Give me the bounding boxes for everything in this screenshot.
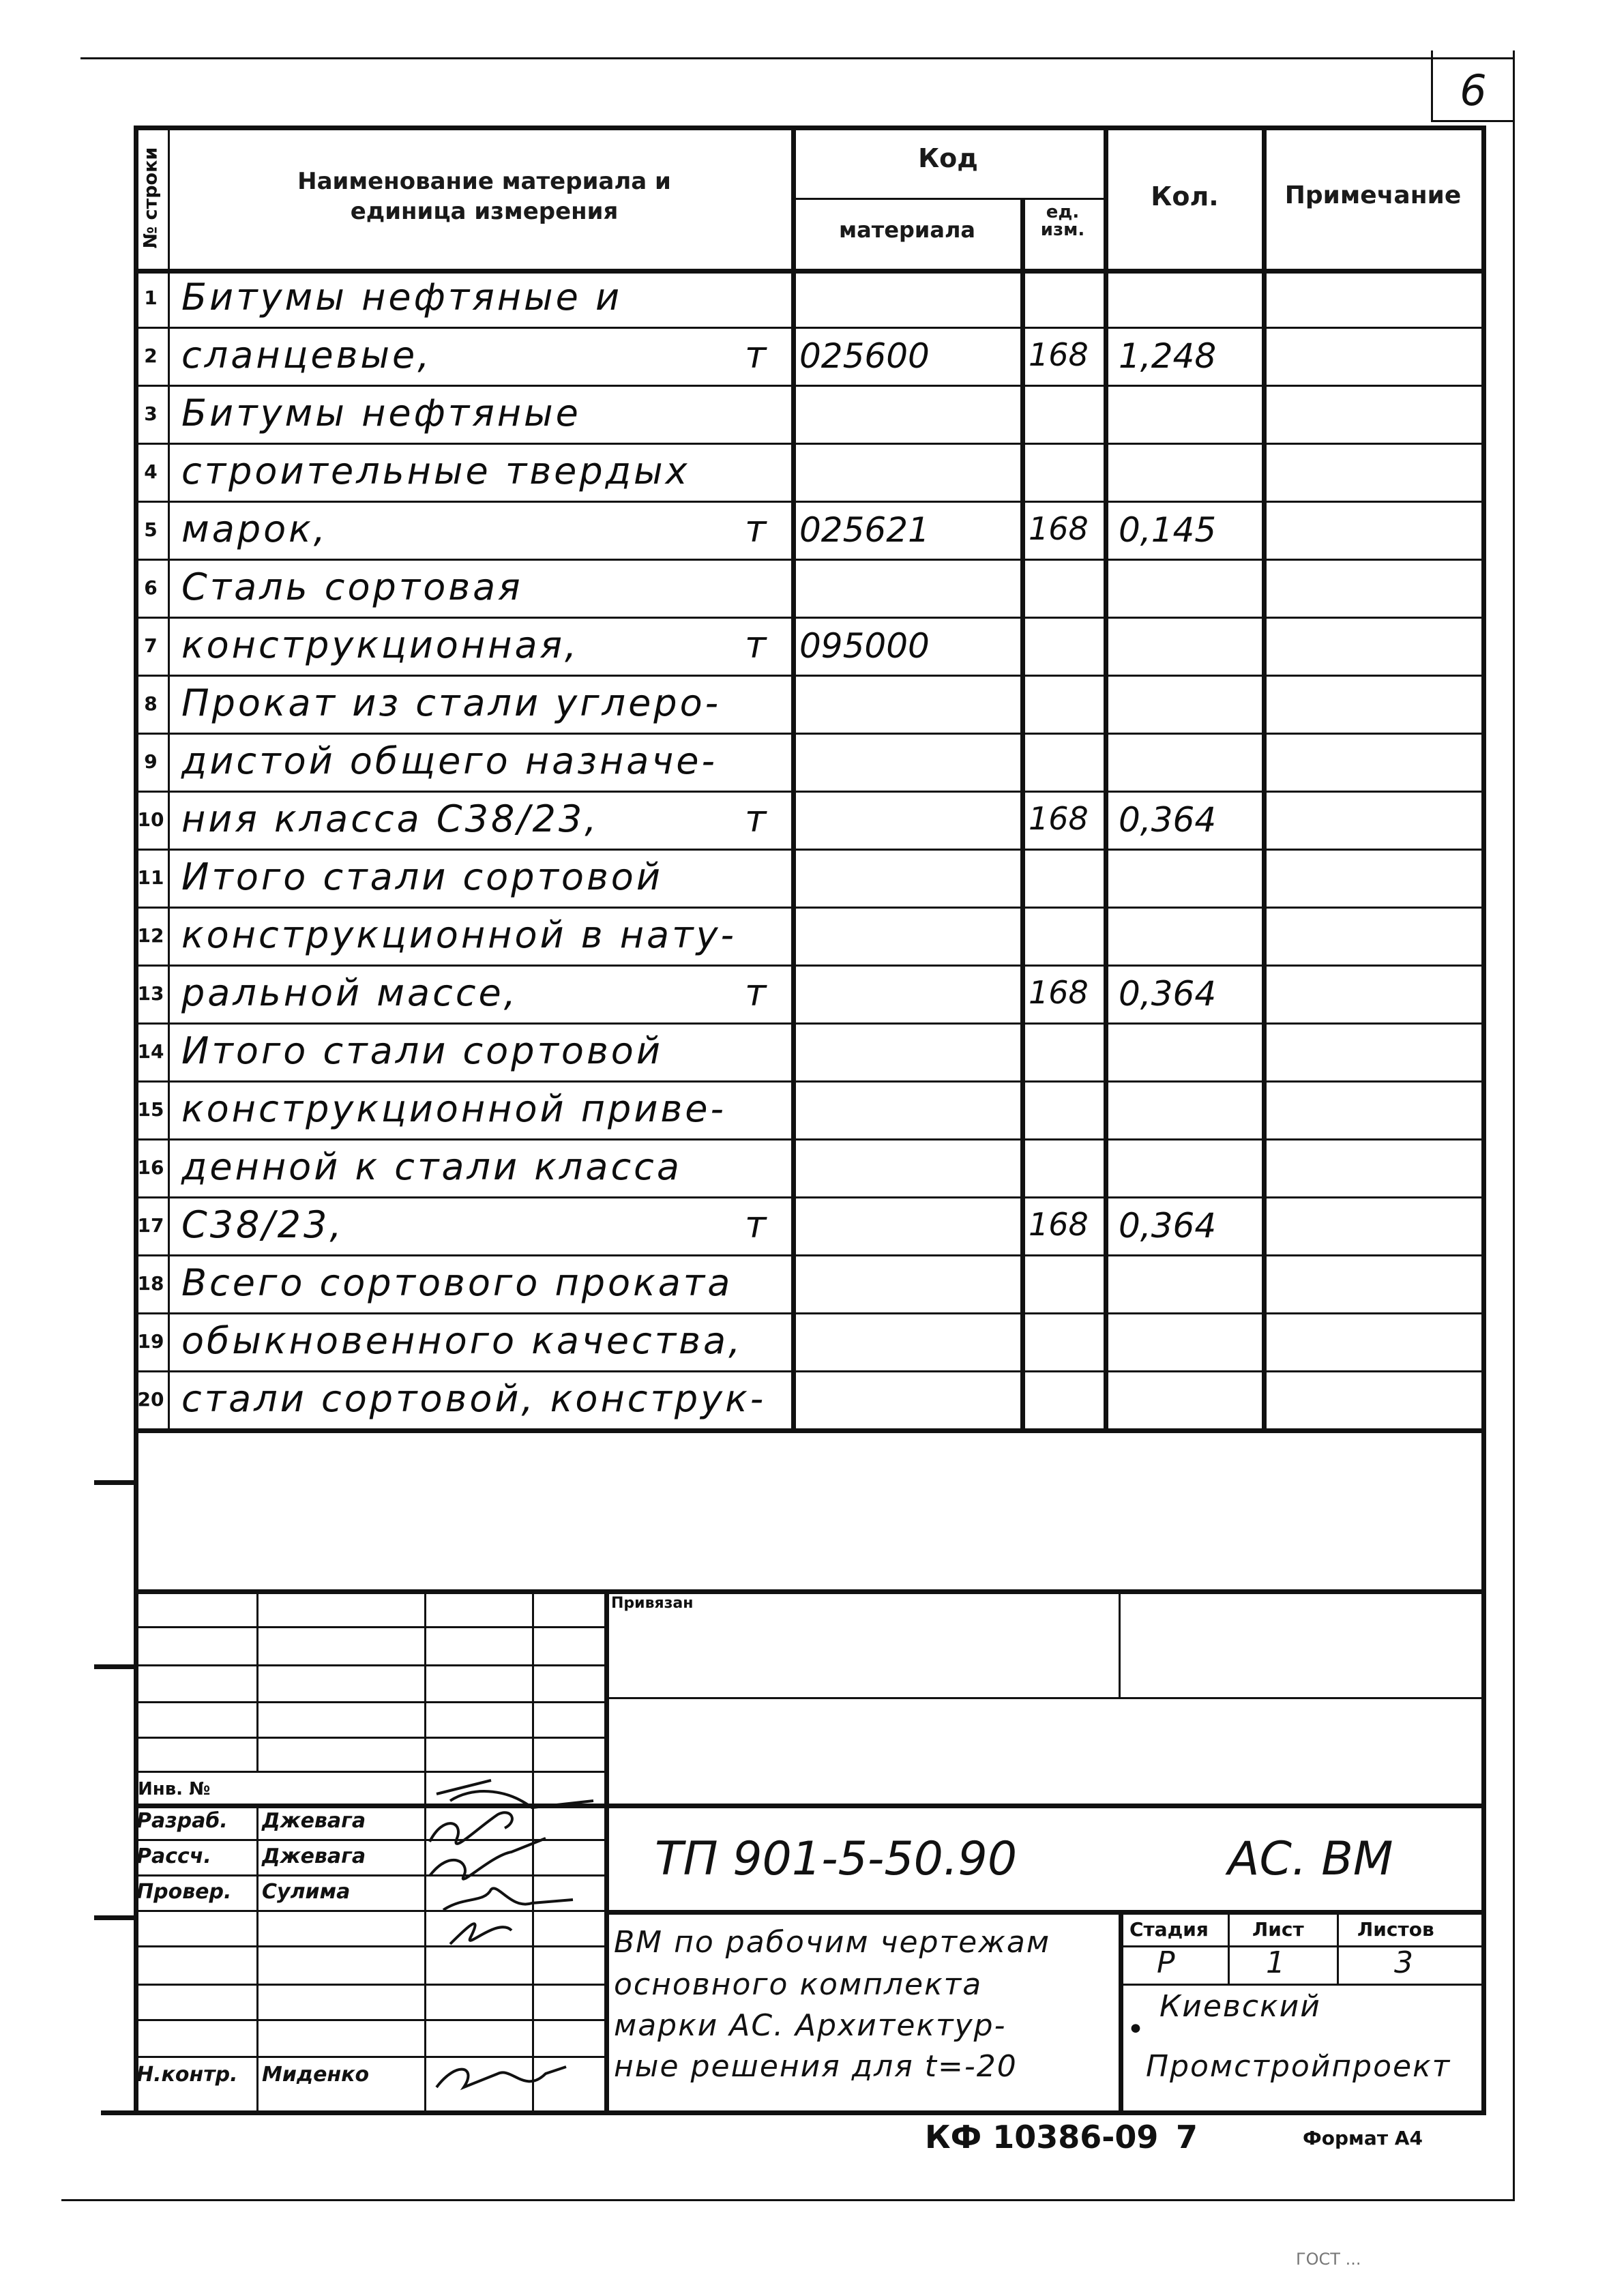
row-name: Итого стали сортовой — [181, 1029, 663, 1072]
row-number: 15 — [137, 1098, 164, 1121]
page-number: 7 — [1176, 2119, 1198, 2155]
margin-tick-1 — [94, 1480, 135, 1485]
row-number: 19 — [137, 1330, 164, 1353]
stamp-stage-h2 — [1119, 1984, 1484, 1986]
hdr-div-unit — [1020, 198, 1025, 1428]
row-separator — [134, 907, 1486, 909]
col-row-no-header: № строки — [140, 147, 162, 249]
row-name: ния класса С38/23, — [181, 797, 600, 840]
role-4-name: Миденко — [262, 2063, 370, 2087]
signatures — [409, 1773, 614, 2108]
row-qty: 0,364 — [1119, 800, 1217, 840]
row-ed: 168 — [1029, 1206, 1089, 1243]
row-number: 3 — [144, 402, 158, 425]
row-separator — [134, 617, 1486, 619]
row-name: сланцевые, — [181, 334, 432, 377]
org-bullet: • — [1127, 2012, 1146, 2047]
row-name: С38/23, — [181, 1203, 344, 1246]
row-number: 16 — [137, 1156, 164, 1179]
title-line-4: ные решения для t=-20 — [614, 2049, 1018, 2084]
stamp-bottom — [101, 2110, 1486, 2115]
gost-label: ГОСТ ... — [1296, 2250, 1361, 2269]
row-unit: т — [745, 971, 769, 1014]
row-name: Битумы нефтяные — [181, 392, 581, 435]
row-unit: т — [745, 1203, 769, 1246]
row-code: 025621 — [799, 510, 930, 550]
margin-tick-3 — [94, 1915, 135, 1920]
col-qty-header: Кол. — [1151, 181, 1219, 211]
col-note-header: Примечание — [1284, 181, 1462, 209]
row-name: Сталь сортовая — [181, 565, 523, 608]
hdr-div-note — [1262, 126, 1267, 1428]
hdr-bottom — [134, 269, 1486, 274]
stamp-h5 — [134, 1771, 604, 1773]
doc-code: ТП 901-5-50.90 — [655, 1832, 1018, 1886]
row-number: 1 — [144, 286, 158, 309]
row-separator — [134, 675, 1486, 677]
row-number: 20 — [137, 1388, 164, 1411]
row-qty: 1,248 — [1119, 336, 1217, 376]
stamp-code-top — [604, 1804, 1484, 1808]
row-number: 13 — [137, 982, 164, 1005]
row-name: Всего сортового проката — [181, 1261, 733, 1304]
stage-label: Стадия — [1129, 1918, 1209, 1941]
row-unit: т — [745, 334, 769, 377]
role-1: Разраб. — [136, 1809, 228, 1833]
sheet-number-box-bottom — [1431, 120, 1513, 122]
table-body-bottom — [134, 1428, 1486, 1433]
row-qty: 0,364 — [1119, 974, 1217, 1014]
row-number: 11 — [137, 866, 164, 889]
stamp-title-right — [1119, 1910, 1123, 2110]
row-number: 14 — [137, 1040, 164, 1063]
row-separator — [134, 501, 1486, 503]
stamp-v1 — [256, 1589, 258, 1771]
row-name: дистой общего назначе- — [181, 739, 718, 782]
stamp-h4 — [134, 1737, 604, 1739]
row-unit: т — [745, 623, 769, 666]
margin-tick-2 — [94, 1664, 135, 1669]
row-number: 7 — [144, 634, 158, 657]
hdr-div-rowno — [168, 126, 170, 1428]
table-top — [134, 126, 1486, 130]
row-name: обыкновенного качества, — [181, 1319, 743, 1362]
row-separator — [134, 1196, 1486, 1198]
sheet-value: 1 — [1266, 1945, 1286, 1980]
row-ed: 168 — [1029, 800, 1089, 837]
role-1-name: Джевага — [262, 1809, 366, 1833]
hdr-code-split — [791, 198, 1105, 200]
row-number: 2 — [144, 344, 158, 367]
inv-no-label: Инв. № — [138, 1779, 211, 1799]
title-line-1: ВМ по рабочим чертежам — [614, 1925, 1051, 1960]
row-name: Итого стали сортовой — [181, 855, 663, 898]
row-name: денной к стали класса — [181, 1145, 682, 1188]
doc-mark: АС. ВМ — [1228, 1832, 1393, 1886]
top-border — [80, 57, 1513, 59]
role-3-name: Сулима — [262, 1880, 351, 1904]
row-name: конструкционная, — [181, 623, 580, 666]
row-number: 9 — [144, 750, 158, 773]
row-separator — [134, 327, 1486, 329]
row-separator — [134, 1022, 1486, 1025]
sheet-number: 6 — [1460, 65, 1487, 115]
stamp-h1 — [134, 1626, 604, 1628]
row-code: 095000 — [799, 626, 930, 666]
row-number: 10 — [137, 808, 164, 831]
col-code-unit-header: ед. изм. — [1040, 202, 1085, 240]
col-name-header: Наименование материала и единица измерения — [297, 168, 671, 225]
table-right — [1481, 126, 1486, 2110]
row-number: 8 — [144, 692, 158, 715]
stamp-privyazan-bottom — [604, 1697, 1484, 1699]
row-number: 6 — [144, 576, 158, 599]
row-separator — [134, 965, 1486, 967]
row-name: стали сортовой, конструк- — [181, 1377, 767, 1420]
stamp-h3 — [134, 1701, 604, 1703]
sheets-label: Листов — [1357, 1918, 1434, 1941]
row-separator — [134, 791, 1486, 793]
row-number: 5 — [144, 518, 158, 541]
stamp-v-sign-left — [256, 1804, 258, 2110]
format-label: Формат А4 — [1303, 2127, 1423, 2149]
role-2: Рассч. — [136, 1844, 211, 1868]
stamp-h2 — [134, 1664, 604, 1666]
row-ed: 168 — [1029, 336, 1089, 373]
row-separator — [134, 443, 1486, 445]
hdr-div-qty — [1104, 126, 1108, 1428]
row-separator — [134, 1312, 1486, 1314]
row-ed: 168 — [1029, 974, 1089, 1011]
row-number: 17 — [137, 1214, 164, 1237]
stage-value: Р — [1157, 1945, 1177, 1980]
row-name: конструкционной в нату- — [181, 913, 737, 956]
row-separator — [134, 1080, 1486, 1083]
col-code-header: Код — [918, 143, 978, 173]
privyazan-label: Привязан — [611, 1595, 694, 1612]
role-4: Н.контр. — [136, 2063, 238, 2087]
sheets-value: 3 — [1394, 1945, 1415, 1980]
stamp-code-bottom — [604, 1910, 1484, 1915]
row-name: марок, — [181, 507, 328, 550]
role-3: Провер. — [136, 1880, 232, 1904]
role-2-name: Джевага — [262, 1844, 366, 1868]
row-qty: 0,364 — [1119, 1206, 1217, 1246]
row-unit: т — [745, 507, 769, 550]
bottom-border — [61, 2199, 1515, 2201]
row-separator — [134, 849, 1486, 851]
sheet-label: Лист — [1252, 1918, 1304, 1941]
row-ed: 168 — [1029, 510, 1089, 547]
col-code-material-header: материала — [839, 217, 975, 243]
title-line-3: марки АС. Архитектур- — [614, 2008, 1007, 2043]
stamp-top — [134, 1589, 1486, 1594]
stamp-privyazan-right — [1119, 1589, 1121, 1698]
row-name: Битумы нефтяные и — [181, 276, 623, 319]
row-unit: т — [745, 797, 769, 840]
row-number: 12 — [137, 924, 164, 947]
stamp-stage-div2 — [1337, 1910, 1339, 1985]
row-code: 025600 — [799, 336, 930, 376]
row-qty: 0,145 — [1119, 510, 1217, 550]
hdr-div-code — [791, 126, 796, 1428]
row-number: 18 — [137, 1272, 164, 1295]
title-line-2: основного комплекта — [614, 1967, 983, 2002]
org-line-1: Киевский — [1159, 1989, 1321, 2024]
kf-code: КФ 10386-09 — [925, 2119, 1159, 2155]
row-separator — [134, 1138, 1486, 1140]
row-name: ральной массе, — [181, 971, 518, 1014]
row-separator — [134, 1370, 1486, 1372]
row-name: конструкционной приве- — [181, 1087, 726, 1130]
row-number: 4 — [144, 460, 158, 483]
row-separator — [134, 559, 1486, 561]
row-separator — [134, 1254, 1486, 1256]
sheet-number-box-left — [1431, 50, 1433, 121]
stamp-stage-div1 — [1228, 1910, 1230, 1985]
row-separator — [134, 733, 1486, 735]
row-name: Прокат из стали углеро- — [181, 681, 722, 724]
right-border — [1513, 50, 1515, 2199]
row-name: строительные твердых — [181, 450, 690, 492]
row-separator — [134, 385, 1486, 387]
org-line-2: Промстройпроект — [1146, 2049, 1451, 2084]
